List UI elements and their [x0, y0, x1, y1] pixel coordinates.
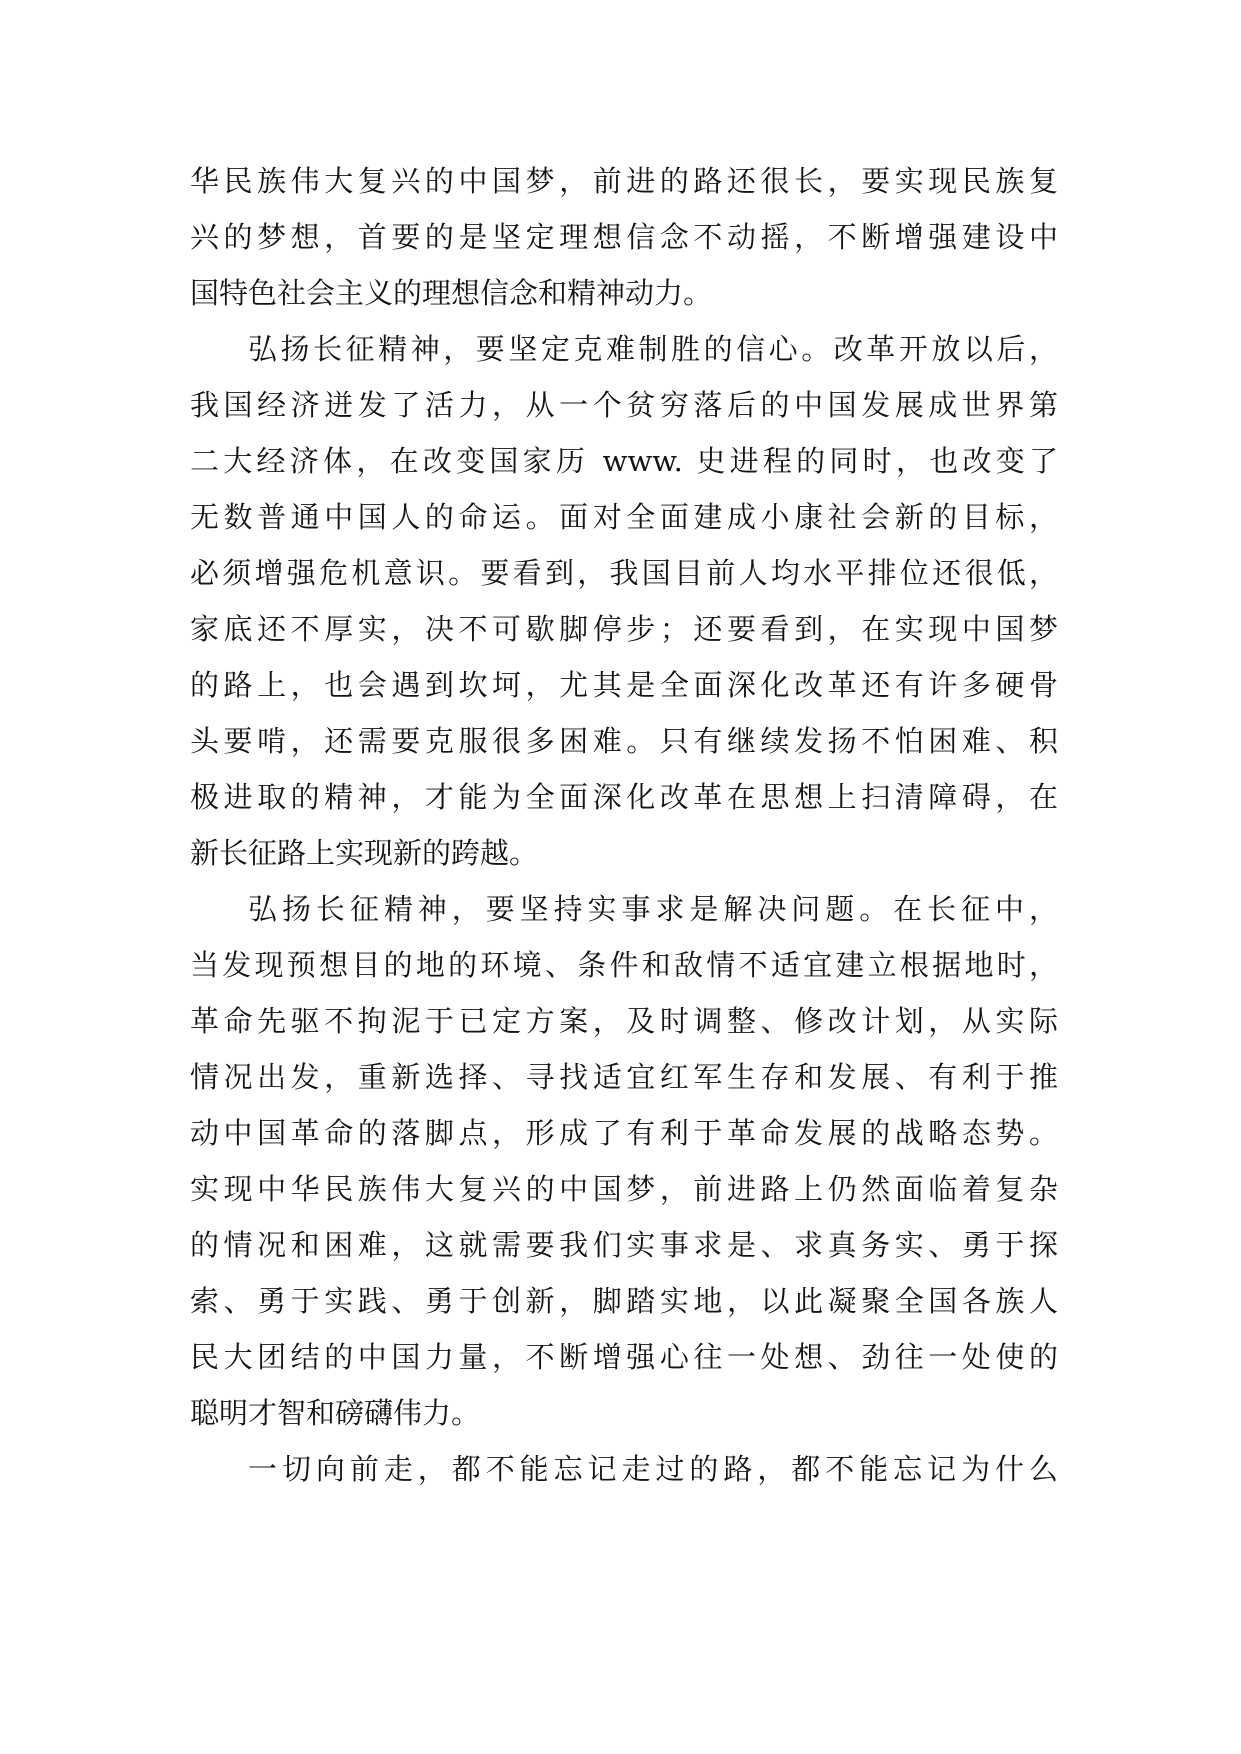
text-line: 民大团结的中国力量，不断增强心往一处想、劲往一处使的	[190, 1340, 1058, 1374]
text-line: 革命先驱不拘泥于已定方案，及时调整、修改计划，从实际	[190, 1004, 1058, 1038]
paragraph	[190, 881, 1058, 1441]
text-line: 我国经济迸发了活力，从一个贫穷落后的中国发展成世界第	[190, 388, 1058, 422]
paragraph	[190, 321, 1058, 881]
text-line: 索、勇于实践、勇于创新，脚踏实地，以此凝聚全国各族人	[190, 1284, 1058, 1318]
text-line: 无数普通中国人的命运。面对全面建成小康社会新的目标，	[190, 500, 1058, 534]
text-line: 实现中华民族伟大复兴的中国梦，前进路上仍然面临着复杂	[190, 1172, 1058, 1206]
text-line: 头要啃，还需要克服很多困难。只有继续发扬不怕困难、积	[190, 724, 1058, 758]
text-line: 国特色社会主义的理想信念和精神动力。	[190, 276, 713, 310]
text-line: 当发现预想目的地的环境、条件和敌情不适宜建立根据地时，	[190, 948, 1058, 982]
text-line: 聪明才智和磅礴伟力。	[190, 1396, 481, 1430]
text-line: 二大经济体，在改变国家历 www. 史进程的同时，也改变了	[190, 444, 1058, 478]
text-line: 动中国革命的落脚点，形成了有利于革命发展的战略态势。	[190, 1116, 1058, 1150]
paragraph	[190, 153, 1058, 321]
text-line: 一切向前走，都不能忘记走过的路，都不能忘记为什么	[248, 1452, 1058, 1486]
text-line: 弘扬长征精神，要坚持实事求是解决问题。在长征中，	[248, 892, 1058, 926]
text-line: 的路上，也会遇到坎坷，尤其是全面深化改革还有许多硬骨	[190, 668, 1058, 702]
text-line: 家底还不厚实，决不可歇脚停步；还要看到，在实现中国梦	[190, 612, 1058, 646]
text-line: 弘扬长征精神，要坚定克难制胜的信心。改革开放以后，	[248, 332, 1058, 366]
document-page	[190, 153, 1058, 1497]
text-line: 极进取的精神，才能为全面深化改革在思想上扫清障碍，在	[190, 780, 1058, 814]
text-line: 必须增强危机意识。要看到，我国目前人均水平排位还很低，	[190, 556, 1058, 590]
text-line: 情况出发，重新选择、寻找适宜红军生存和发展、有利于推	[190, 1060, 1058, 1094]
paragraph	[190, 1441, 1058, 1497]
text-line: 新长征路上实现新的跨越。	[190, 836, 539, 870]
text-line: 兴的梦想，首要的是坚定理想信念不动摇，不断增强建设中	[190, 220, 1058, 254]
text-line: 的情况和困难，这就需要我们实事求是、求真务实、勇于探	[190, 1228, 1058, 1262]
text-line: 华民族伟大复兴的中国梦，前进的路还很长，要实现民族复	[190, 164, 1058, 198]
